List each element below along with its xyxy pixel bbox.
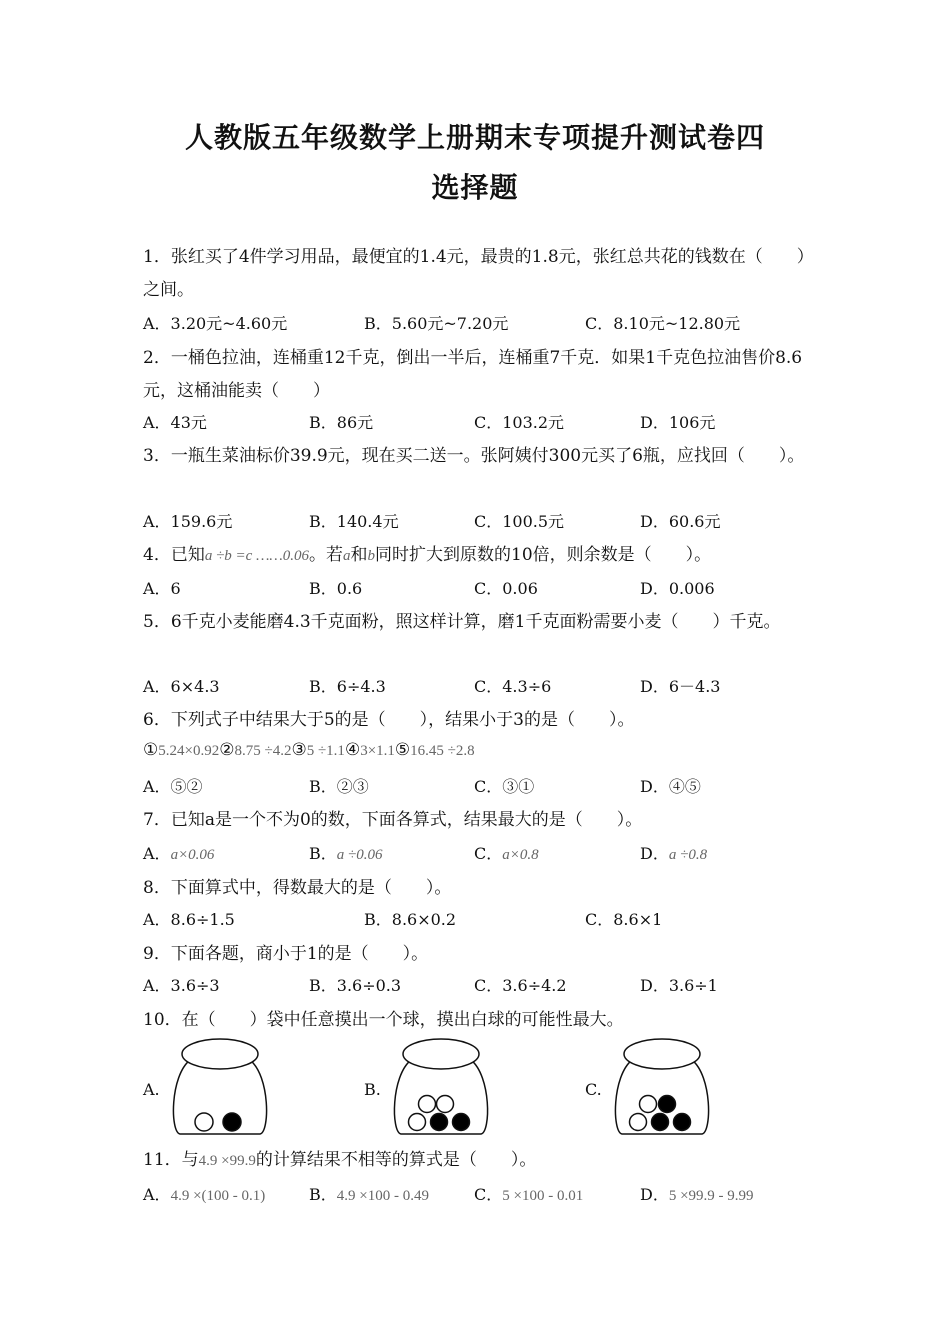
stem-text: 的计算结果不相等的算式是（ ）。 (255, 1150, 537, 1170)
white-ball (640, 1096, 657, 1113)
question-1-options (143, 311, 823, 339)
option-formula: a ÷0.06 (336, 847, 383, 863)
white-ball (409, 1114, 426, 1131)
question-8-stem: 8．下面算式中，得数最大的是（ ）。 (143, 878, 452, 898)
option-a[interactable]: A．3.20元~4.60元 (143, 314, 288, 333)
option-b[interactable] (309, 1182, 429, 1205)
jar-body (173, 1060, 266, 1134)
stem-text: 同时扩大到原数的10倍，则余数是（ ）。 (375, 545, 712, 565)
expr-3: 5 ÷1.1 (306, 743, 345, 759)
option-c[interactable]: C．③① (474, 777, 535, 796)
question-7-stem: 7．已知a是一个不为0的数，下面各算式，结果最大的是（ ）。 (143, 810, 643, 830)
expr-mark-1: ① (143, 740, 159, 760)
option-b[interactable]: B．140.4元 (309, 512, 399, 531)
expr-mark-5: ⑤ (394, 740, 411, 760)
option-formula: 4.9 ×(100 - 0.1) (170, 1188, 266, 1204)
stem-text: 11．与 (143, 1150, 199, 1170)
option-a[interactable]: A．43元 (143, 413, 207, 432)
section-title: 选择题 (431, 171, 519, 204)
question-3-options (143, 509, 823, 537)
option-a[interactable]: A．⑤② (143, 777, 203, 796)
option-formula: a×0.8 (502, 847, 539, 863)
option-a[interactable]: A．8.6÷1.5 (143, 910, 235, 929)
black-ball (453, 1114, 470, 1131)
question-2-stem: 2．一桶色拉油，连桶重12千克，倒出一半后，连桶重7千克．如果1千克色拉油售价8.6元，这桶油能卖（ ） (143, 348, 803, 401)
option-c[interactable] (474, 1182, 583, 1205)
expr-1: 5.24×0.92 (158, 743, 220, 759)
question-8-options (143, 907, 823, 935)
option-a[interactable]: A．6×4.3 (143, 677, 220, 696)
jar-mouth (403, 1039, 479, 1069)
white-ball (437, 1096, 454, 1113)
option-c[interactable]: C．0.06 (474, 579, 538, 598)
expr-mark-4: ④ (344, 740, 361, 760)
option-b[interactable] (309, 841, 383, 864)
question-10-stem: 10．在（ ）袋中任意摸出一个球，摸出白球的可能性最大。 (143, 1010, 624, 1030)
page-title: 人教版五年级数学上册期末专项提升测试卷四 (184, 121, 765, 154)
option-c[interactable]: C．100.5元 (474, 512, 565, 531)
variable-b: b (367, 548, 376, 564)
option-b[interactable]: B．86元 (309, 413, 374, 432)
option-formula: 4.9 ×100 - 0.49 (336, 1188, 429, 1204)
black-ball (674, 1114, 691, 1131)
jar-mouth (624, 1039, 700, 1069)
question-9-options (143, 973, 823, 1001)
question-6-stem: 6．下列式子中结果大于5的是（ ），结果小于3的是（ ）。 (143, 710, 635, 730)
stem-text: 和 (350, 545, 368, 565)
option-a[interactable]: A．6 (143, 579, 181, 598)
question-4-stem (143, 539, 813, 573)
question-3-stem: 3．一瓶生菜油标价39.9元，现在买二送一。张阿姨付300元买了6瓶，应找回（ ）。 (143, 446, 805, 466)
option-d[interactable]: D．0.006 (640, 579, 715, 598)
question-5-stem: 5．6千克小麦能磨4.3千克面粉，照这样计算，磨1千克面粉需要小麦（ ）千克。 (143, 612, 781, 632)
option-d[interactable] (640, 1182, 754, 1205)
option-b[interactable]: B．3.6÷0.3 (309, 976, 402, 995)
option-d[interactable]: D．60.6元 (640, 512, 721, 531)
jar-c[interactable] (610, 1036, 714, 1138)
white-ball (630, 1114, 647, 1131)
option-d[interactable] (640, 841, 707, 864)
option-a[interactable]: A．3.6÷3 (143, 976, 220, 995)
option-b[interactable]: B．②③ (309, 777, 369, 796)
option-d[interactable]: D．④⑤ (640, 777, 701, 796)
formula: 4.9 ×99.9 (198, 1153, 256, 1169)
expr-mark-3: ③ (291, 740, 307, 760)
question-11-stem (143, 1144, 813, 1178)
black-ball (223, 1113, 241, 1131)
question-1-stem: 1．张红买了4件学习用品，最便宜的1.4元，最贵的1.8元，张红总共花的钱数在（ ）之间。 (143, 247, 806, 300)
option-c[interactable]: C．8.10元~12.80元 (585, 314, 741, 333)
option-letter: C． (474, 1185, 503, 1204)
jar-b[interactable] (389, 1036, 493, 1138)
stem-text: 。若 (309, 545, 344, 565)
option-letter: A． (143, 844, 171, 863)
option-formula: 5 ×100 - 0.01 (502, 1188, 584, 1204)
option-d[interactable]: D．106元 (640, 413, 716, 432)
option-c[interactable]: C．3.6÷4.2 (474, 976, 567, 995)
question-9-stem: 9．下面各题，商小于1的是（ ）。 (143, 944, 429, 964)
white-ball (195, 1113, 213, 1131)
black-ball (659, 1096, 676, 1113)
jar-b-label[interactable]: B. (364, 1080, 381, 1099)
jar-mouth (182, 1039, 258, 1069)
black-ball (431, 1114, 448, 1131)
option-c[interactable] (474, 841, 539, 864)
white-ball (419, 1096, 436, 1113)
expr-4: 3×1.1 (360, 743, 395, 759)
question-5-options (143, 674, 823, 702)
option-d[interactable]: D．3.6÷1 (640, 976, 718, 995)
question-4-options (143, 576, 823, 604)
question-6-expressions (143, 740, 823, 768)
option-letter: B． (309, 1185, 337, 1204)
black-ball (652, 1114, 669, 1131)
option-formula: a ÷0.8 (668, 847, 708, 863)
jar-a-label[interactable]: A. (143, 1080, 160, 1099)
question-6-options (143, 774, 823, 802)
option-a[interactable] (143, 1182, 265, 1205)
option-letter: A． (143, 1185, 171, 1204)
option-letter: D． (640, 844, 669, 863)
option-a[interactable] (143, 841, 214, 864)
option-formula: a×0.06 (170, 847, 215, 863)
question-11-options (143, 1182, 823, 1210)
jar-a[interactable] (168, 1036, 272, 1138)
question-2-options (143, 410, 823, 438)
option-c[interactable]: C．103.2元 (474, 413, 565, 432)
option-b[interactable]: B．5.60元~7.20元 (364, 314, 509, 333)
option-b[interactable]: B．6÷4.3 (309, 677, 386, 696)
option-letter: D． (640, 1185, 669, 1204)
formula: a ÷b =c ……0.06 (204, 548, 310, 564)
option-c[interactable]: C．4.3÷6 (474, 677, 552, 696)
jar-c-label[interactable]: C. (585, 1080, 602, 1099)
option-letter: C． (474, 844, 503, 863)
option-formula: 5 ×99.9 - 9.99 (668, 1188, 754, 1204)
question-7-options (143, 841, 823, 869)
variable-a: a (343, 548, 351, 564)
expr-5: 16.45 ÷2.8 (410, 743, 475, 759)
option-b[interactable]: B．0.6 (309, 579, 363, 598)
option-c[interactable]: C．8.6×1 (585, 910, 663, 929)
stem-text: 4．已知 (143, 545, 205, 565)
expr-2: 8.75 ÷4.2 (234, 743, 292, 759)
option-letter: B． (309, 844, 337, 863)
expr-mark-2: ② (219, 740, 235, 760)
option-b[interactable]: B．8.6×0.2 (364, 910, 457, 929)
option-d[interactable]: D．6－4.3 (640, 677, 721, 696)
option-a[interactable]: A．159.6元 (143, 512, 233, 531)
